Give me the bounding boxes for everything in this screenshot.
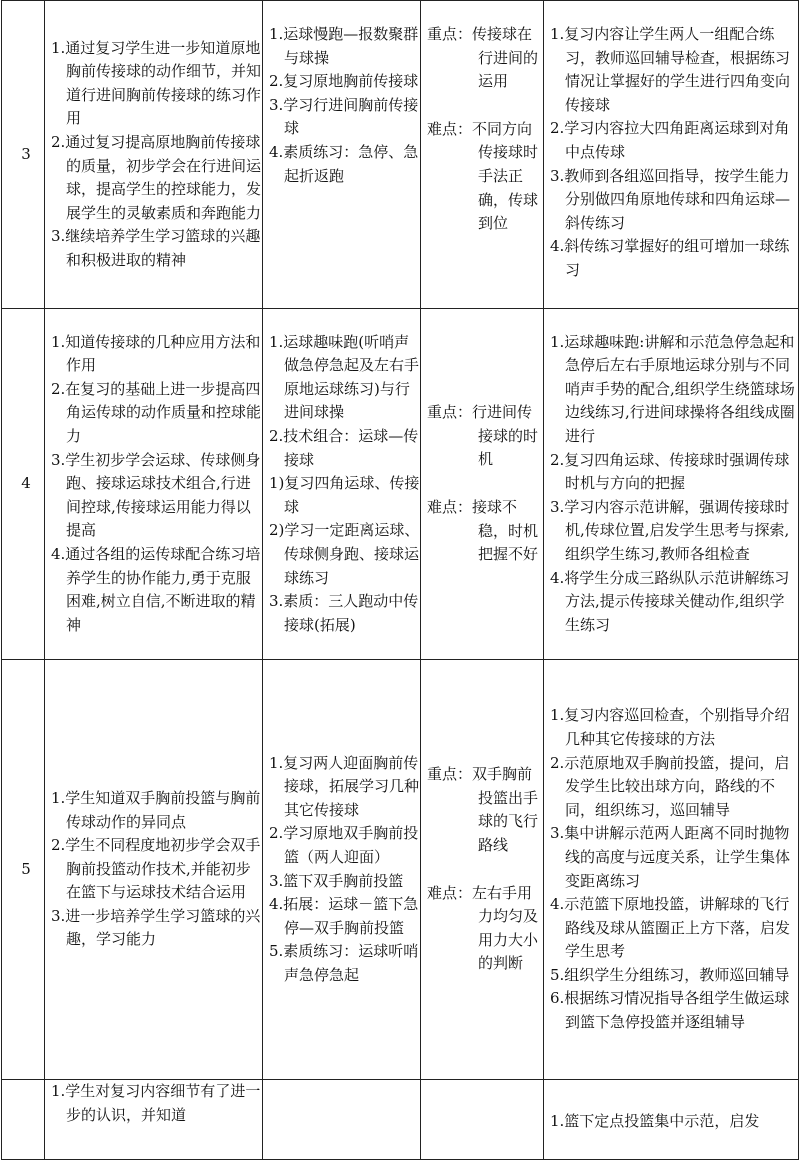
spacer	[427, 472, 543, 496]
method-item: 3.集中讲解示范两人距离不同时抛物线的高度与远度关系，让学生集体变距离练习	[550, 824, 791, 890]
content-item: 3.篮下双手胸前投篮	[269, 871, 404, 890]
objective-item: 3.继续培养学生学习篮球的兴趣和积极进取的精神	[51, 227, 261, 269]
objectives-cell	[45, 309, 263, 660]
method-item: 2.复习四角运球、传接球时强调传球时机与方向的把握	[550, 450, 790, 493]
content-item: 4.素质练习：急停、急起折返跑	[269, 142, 419, 185]
spacer	[427, 858, 543, 882]
key-points-cell	[421, 1, 544, 309]
objective-item: 2.通过复习提高原地胸前传接球的质量，初步学会在行进间运球，提高学生的控球能力，发展学生的灵敏素质和奔跑能力	[51, 132, 262, 222]
objective-item: 1.学生对复习内容细节有了进一步的认识，并知道	[51, 1082, 261, 1124]
key-point: 重点：双手胸前投篮出手球的飞行路线	[427, 765, 539, 854]
objective-item: 1.学生知道双手胸前投篮与胸前传球动作的异同点	[51, 788, 261, 831]
methods-list	[550, 331, 798, 638]
objective-item: 2.在复习的基础上进一步提高四角运传球的动作质量和控球能力	[51, 379, 262, 446]
objectives-list	[51, 787, 262, 952]
method-item: 1.复习内容巡回检查，个别指导介绍几种其它传接球的方法	[550, 706, 790, 748]
method-item: 1.复习内容让学生两人一组配合练习，教师巡回辅导检查，根据练习情况让掌握好的学生进行四角变向传接球	[550, 25, 791, 114]
spacer	[427, 94, 543, 118]
key-points-cell	[421, 1080, 544, 1160]
method-item: 3.教师到各组巡回指导，按学生能力分别做四角原地传球和四角运球—斜传练习	[550, 166, 791, 232]
difficulty: 难点：接球不稳，时机把握不好	[427, 498, 539, 564]
methods-cell	[544, 309, 799, 660]
method-item: 4.示范篮下原地投篮，讲解球的飞行路线及球从篮圈正上方下落，启发学生思考	[550, 895, 791, 961]
method-item: 6.根据练习情况指导各组学生做运球到篮下急停投篮并逐组辅导	[550, 989, 790, 1032]
methods-list	[550, 1110, 798, 1134]
lesson-number: 3	[2, 1, 45, 309]
content-item: 3.学习行进间胸前传接球	[269, 95, 419, 138]
method-item: 2.学习内容拉大四角距离运球到对角中点传球	[550, 119, 790, 161]
methods-cell	[544, 1080, 799, 1160]
lesson-row-4	[2, 309, 799, 660]
method-item: 2.示范原地双手胸前投篮，提问，启发学生比较出球方向，路线的不同，组织练习，巡回辅导	[550, 753, 790, 819]
content-item: 4.拓展：运球－篮下急停—双手胸前投篮	[269, 895, 419, 937]
objective-item: 2.学生不同程度地初步学会双手胸前投篮动作技术,并能初步在篮下与运球技术结合运用	[51, 836, 261, 902]
objectives-list	[51, 37, 262, 273]
key-point: 重点：行进间传接球的时机	[427, 403, 539, 469]
objectives-list	[51, 1080, 262, 1127]
content-item: 1.复习两人迎面胸前传接球，拓展学习几种其它传接球	[269, 753, 420, 819]
content-item: 1.运球慢跑—报数聚群与球操	[269, 25, 419, 67]
objective-item: 1.知道传接球的几种应用方法和作用	[51, 332, 261, 375]
method-item: 3.学习内容示范讲解，强调传接球时机,传球位置,启发学生思考与探索,组织学生练习,教师各组检查	[550, 497, 790, 563]
lesson-number: 5	[2, 660, 45, 1080]
difficulty: 难点：左右手用力均匀及用力大小的判断	[427, 883, 539, 973]
content-item: 3.素质：三人跑动中传接球(拓展)	[269, 592, 419, 634]
content-list	[269, 23, 420, 188]
lesson-row-partial	[2, 1080, 799, 1160]
method-item: 1.运球趣味跑:讲解和示范急停急起和急停后左右手原地运球分别与不同哨声手势的配合,组织学生绕篮球场边线练习,行进间球操将各组线成圈进行	[550, 332, 795, 446]
method-item: 1.篮下定点投篮集中示范，启发	[550, 1112, 760, 1130]
lesson-row-5	[2, 660, 799, 1080]
key-points-cell	[421, 309, 544, 660]
objectives-list	[51, 331, 262, 638]
lesson-plan-table	[1, 0, 799, 1160]
content-item: 2.学习原地双手胸前投篮（两人迎面）	[269, 824, 419, 866]
objective-item: 3.学生初步学会运球、传球侧身跑、接球运球技术组合,行进间控球,传接球运用能力得以提高	[51, 450, 261, 540]
key-points-cell	[421, 660, 544, 1080]
content-cell	[263, 309, 421, 660]
method-item: 5.组织学生分组练习，教师巡回辅导	[550, 965, 790, 984]
lesson-number	[2, 1080, 45, 1160]
methods-cell	[544, 660, 799, 1080]
objectives-cell	[45, 660, 263, 1080]
content-item: 2)学习一定距离运球、传球侧身跑、接球运球练习	[269, 521, 420, 587]
content-list	[269, 331, 420, 638]
content-item: 5.素质练习：运球听哨声急停急起	[269, 942, 419, 984]
content-cell	[263, 1080, 421, 1160]
objective-item: 1.通过复习学生进一步知道原地胸前传接球的动作细节，并知道行进间胸前传接球的练习作用	[51, 38, 262, 128]
content-item: 1.运球趣味跑(听哨声做急停急起及左右手原地运球练习)与行进间球操	[269, 332, 420, 422]
content-item: 2.技术组合：运球—传接球	[269, 427, 419, 469]
difficulty: 难点：不同方向传接球时手法正确，传球到位	[427, 119, 539, 233]
content-item: 2.复习原地胸前传接球	[269, 72, 419, 91]
content-cell	[263, 1, 421, 309]
objectives-cell	[45, 1, 263, 309]
key-point: 重点：传接球在行进间的运用	[427, 25, 539, 91]
lesson-number: 4	[2, 309, 45, 660]
content-cell	[263, 660, 421, 1080]
methods-list	[550, 704, 798, 1034]
objective-item: 3.进一步培养学生学习篮球的兴趣，学习能力	[51, 906, 261, 949]
method-item: 4.斜传练习掌握好的组可增加一球练习	[550, 237, 790, 279]
methods-list	[550, 23, 798, 283]
objectives-cell	[45, 1080, 263, 1160]
content-list	[269, 752, 420, 988]
content-item: 1)复习四角运球、传接球	[269, 474, 420, 516]
methods-cell	[544, 1, 799, 309]
objective-item: 4.通过各组的运传球配合练习培养学生的协作能力,勇于克服困难,树立自信,不断进取的精神	[51, 544, 261, 634]
lesson-row-3	[2, 1, 799, 309]
method-item: 4.将学生分成三路纵队示范讲解练习方法,提示传接球关健动作,组织学生练习	[550, 568, 790, 634]
